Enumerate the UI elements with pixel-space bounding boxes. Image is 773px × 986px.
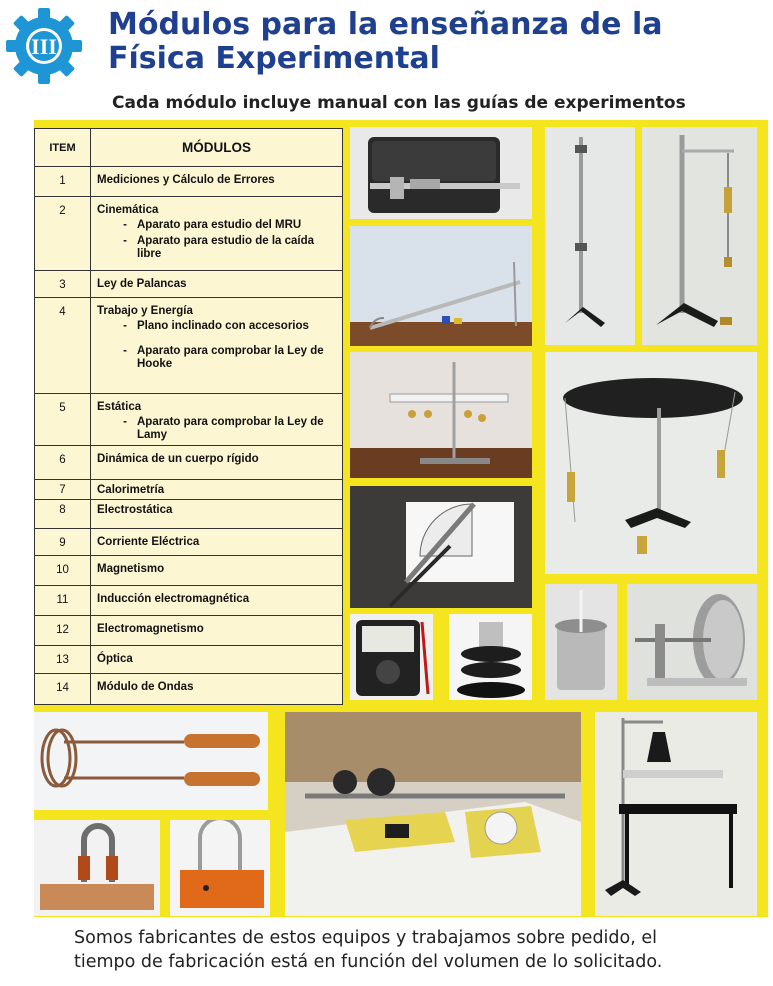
module-name: Cinemática	[97, 204, 159, 216]
badge-text: III	[31, 34, 57, 59]
photo-wave-pulley	[627, 584, 757, 700]
module-name: Electrostática	[91, 500, 343, 529]
footer-line-2: tiempo de fabricación está en función del volumen de lo solicitado.	[74, 952, 663, 972]
table-row	[35, 616, 343, 646]
module-name: Dinámica de un cuerpo rígido	[91, 446, 343, 480]
photo-induction-board	[170, 820, 270, 916]
item-number: 12	[35, 616, 91, 646]
module-name: Estática	[97, 401, 142, 413]
table-row	[35, 446, 343, 480]
photo-free-fall-stand	[545, 127, 635, 345]
item-number: 6	[35, 446, 91, 480]
footer-note	[74, 926, 764, 974]
table-row	[35, 167, 343, 197]
item-number: 8	[35, 500, 91, 529]
table-row	[35, 271, 343, 298]
header-modules: MÓDULOS	[91, 129, 343, 167]
header-item: ITEM	[35, 129, 91, 167]
photo-heating-coil	[34, 712, 268, 810]
photo-calorimeter	[545, 584, 617, 700]
item-number: 5	[35, 394, 91, 446]
table-row	[35, 500, 343, 529]
table-header-row	[35, 129, 343, 167]
item-number: 14	[35, 674, 91, 705]
module-name: Módulo de Ondas	[91, 674, 343, 705]
photo-hooke-stand	[642, 127, 757, 345]
photo-magnet-set	[449, 614, 532, 700]
sub-item: - Plano inclinado con accesorios	[123, 320, 309, 332]
item-number: 11	[35, 586, 91, 616]
item-number: 7	[35, 480, 91, 500]
item-number: 4	[35, 298, 91, 394]
sub-item: - Aparato para comprobar la Ley de Hooke	[123, 345, 324, 370]
title-line-1: Módulos para la enseñanza de la	[108, 7, 663, 42]
sub-item: - Aparato para estudio de la caída libre	[123, 235, 315, 260]
module-name: Óptica	[91, 646, 343, 674]
table-row	[35, 646, 343, 674]
item-number: 3	[35, 271, 91, 298]
table-row	[35, 197, 343, 271]
modules-table	[34, 128, 343, 705]
module-name: Calorimetría	[91, 480, 343, 500]
gear-badge-icon	[4, 6, 84, 86]
table-row	[35, 480, 343, 500]
table-row	[35, 586, 343, 616]
module-name: Ley de Palancas	[91, 271, 343, 298]
table-row	[35, 674, 343, 705]
module-name: Inducción electromagnética	[91, 586, 343, 616]
module-name: Mediciones y Cálculo de Errores	[91, 167, 343, 197]
table-row	[35, 529, 343, 556]
title-line-2: Física Experimental	[108, 41, 440, 76]
photo-multimeter	[350, 614, 433, 700]
page-subtitle: Cada módulo incluye manual con las guías de experimentos	[112, 93, 686, 113]
sub-item: - Aparato para comprobar la Ley de Lamy	[123, 416, 324, 441]
module-name: Electromagnetismo	[91, 616, 343, 646]
sub-item: - Aparato para estudio del MRU	[123, 219, 302, 231]
table-row	[35, 556, 343, 586]
photo-lamy-protractor	[350, 486, 532, 608]
photo-lever-balance	[350, 352, 532, 478]
module-name: Trabajo y Energía	[97, 305, 193, 317]
photo-electromagnet	[34, 820, 160, 916]
module-name: Corriente Eléctrica	[91, 529, 343, 556]
photo-inclined-plane	[350, 226, 532, 346]
photo-optics-bench	[285, 712, 581, 916]
page-title	[108, 8, 768, 76]
footer-line-1: Somos fabricantes de estos equipos y trabajamos sobre pedido, el	[74, 928, 657, 948]
table-row	[35, 298, 343, 394]
photo-rigid-body-disk	[545, 352, 757, 574]
item-number: 1	[35, 167, 91, 197]
photo-lamp-stand	[595, 712, 757, 916]
item-number: 9	[35, 529, 91, 556]
item-number: 2	[35, 197, 91, 271]
photo-vernier-caliper	[350, 127, 532, 219]
table-row	[35, 394, 343, 446]
module-name: Magnetismo	[91, 556, 343, 586]
item-number: 10	[35, 556, 91, 586]
item-number: 13	[35, 646, 91, 674]
